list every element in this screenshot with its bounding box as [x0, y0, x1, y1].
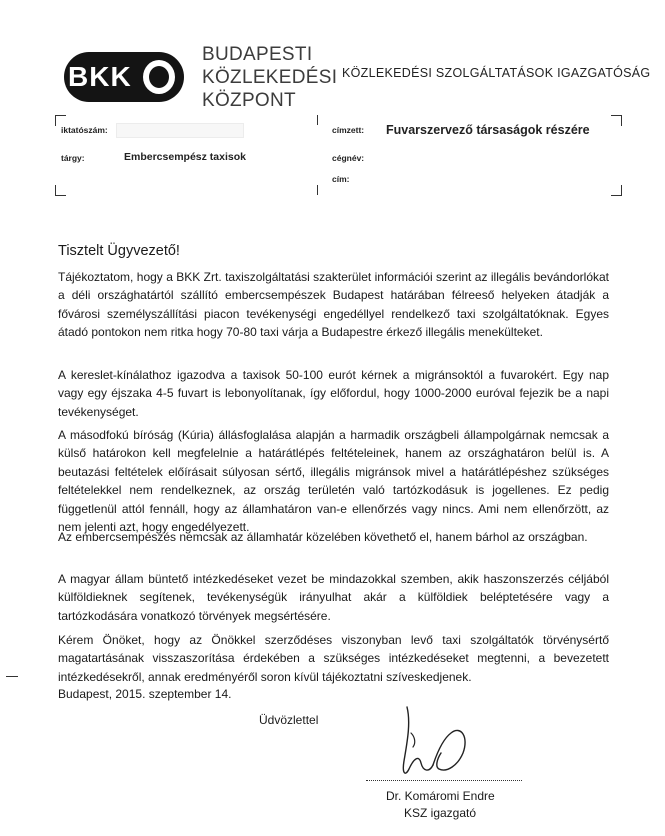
paragraph-6: Kérem Önöket, hogy az Önökkel szerződéses viszonyban levő taxi szolgáltatók törvénysértő magatartásának visszaszorítása érdekében a szükséges intézkedéseket megtenni, a bevezetett intézkedésekről, annak eredményéről soron kívül tájékoztatni szíveskedjenek.	[58, 633, 609, 684]
paragraph-3: A másodfokú bíróság (Kúria) állásfoglalása alapján a harmadik országbeli állampolgárnak nemcsak a külső határokon kell megfelelnie a határátlépés feltételeinek, hanem az országhatáron belül is. A beutazási feltételek előírásait súlyosan sértő, illegális migránsok mivel a határátlépéshez szükséges feltételekkel nem rendelkeznek, az ország területén való tartózkodásuk is jogellenes. Ez pedig függetlenül attól fennáll, hogy az államhatáron van-e ellenőrzés vagy nincs. Ami nem ellenőrzött, az nem jelenti azt, hogy engedélyezett.	[58, 428, 609, 535]
cimzett-label: címzett:	[332, 125, 365, 135]
signatory-name: Dr. Komáromi Endre	[386, 789, 495, 803]
targy-value: Embercsempész taxisok	[124, 151, 246, 163]
iktatoszam-redacted-value	[116, 123, 244, 138]
salutation: Tisztelt Ügyvezető!	[58, 243, 180, 259]
org-name-line-3: KÖZPONT	[202, 90, 296, 111]
signature-line	[366, 780, 522, 781]
bkk-logo-ring-icon	[143, 60, 175, 94]
margin-mark	[6, 676, 18, 677]
signatory-title: KSZ igazgató	[404, 806, 477, 820]
targy-label: tárgy:	[61, 153, 85, 163]
cim-label: cím:	[332, 174, 350, 184]
organization-name	[202, 43, 337, 112]
paragraph-5: A magyar állam büntető intézkedéseket vezet be mindazokkal szemben, akik haszonszerzés céljából külföldieknek segítenek, tevékenységük irányulhat akár a külföldiek beléptetésére vagy a tartózkodására vonatkozó törvények megsértésére.	[58, 572, 609, 623]
letter-date: Budapest, 2015. szeptember 14.	[58, 687, 232, 701]
handwritten-signature	[385, 703, 475, 783]
cegnev-label: cégnév:	[332, 153, 365, 163]
iktatoszam-label: iktatószám:	[61, 125, 108, 135]
divider-mark	[317, 185, 319, 195]
paragraph-1: Tájékoztatom, hogy a BKK Zrt. taxiszolgáltatási szakterület információi szerint az illegális bevándorlókat a déli országhatártól szállító embercsempészek Budapest határában félreeső helyeken átadják a fővárosi személyszállítási piacon tevékenységi engedéllyel rendelkező taxi szolgáltatóknak. Egyes átadó pontokon nem ritka hogy 70-80 taxi várja a Budapestre érkező illegális menekülteket.	[58, 270, 609, 340]
bkk-logo-text: BKK	[68, 61, 132, 92]
corner-mark	[55, 185, 66, 196]
department-name: KÖZLEKEDÉSI SZOLGÁLTATÁSOK IGAZGATÓSÁG	[342, 66, 651, 80]
corner-mark	[611, 185, 622, 196]
cimzett-value: Fuvarszervező társaságok részére	[386, 123, 590, 137]
org-name-line-2: KÖZLEKEDÉSI	[202, 67, 338, 88]
paragraph-4: Az embercsempészés nemcsak az államhatár közelében követhető el, hanem bárhol az országban.	[58, 530, 588, 544]
closing-greeting: Üdvözlettel	[259, 713, 319, 727]
org-name-line-1: BUDAPESTI	[202, 44, 313, 65]
corner-mark	[611, 115, 622, 126]
divider-mark	[317, 115, 319, 125]
paragraph-2: A kereslet-kínálathoz igazodva a taxisok 50-100 eurót kérnek a migránsoktól a fuvarokért. Egy nap vagy egy éjszaka 4-5 fuvart is lebonyolítanak, így előfordul, hogy 1000-2000 euróval fejezik be a napi tevékenységet.	[58, 368, 609, 419]
letter-meta-box	[55, 115, 621, 195]
